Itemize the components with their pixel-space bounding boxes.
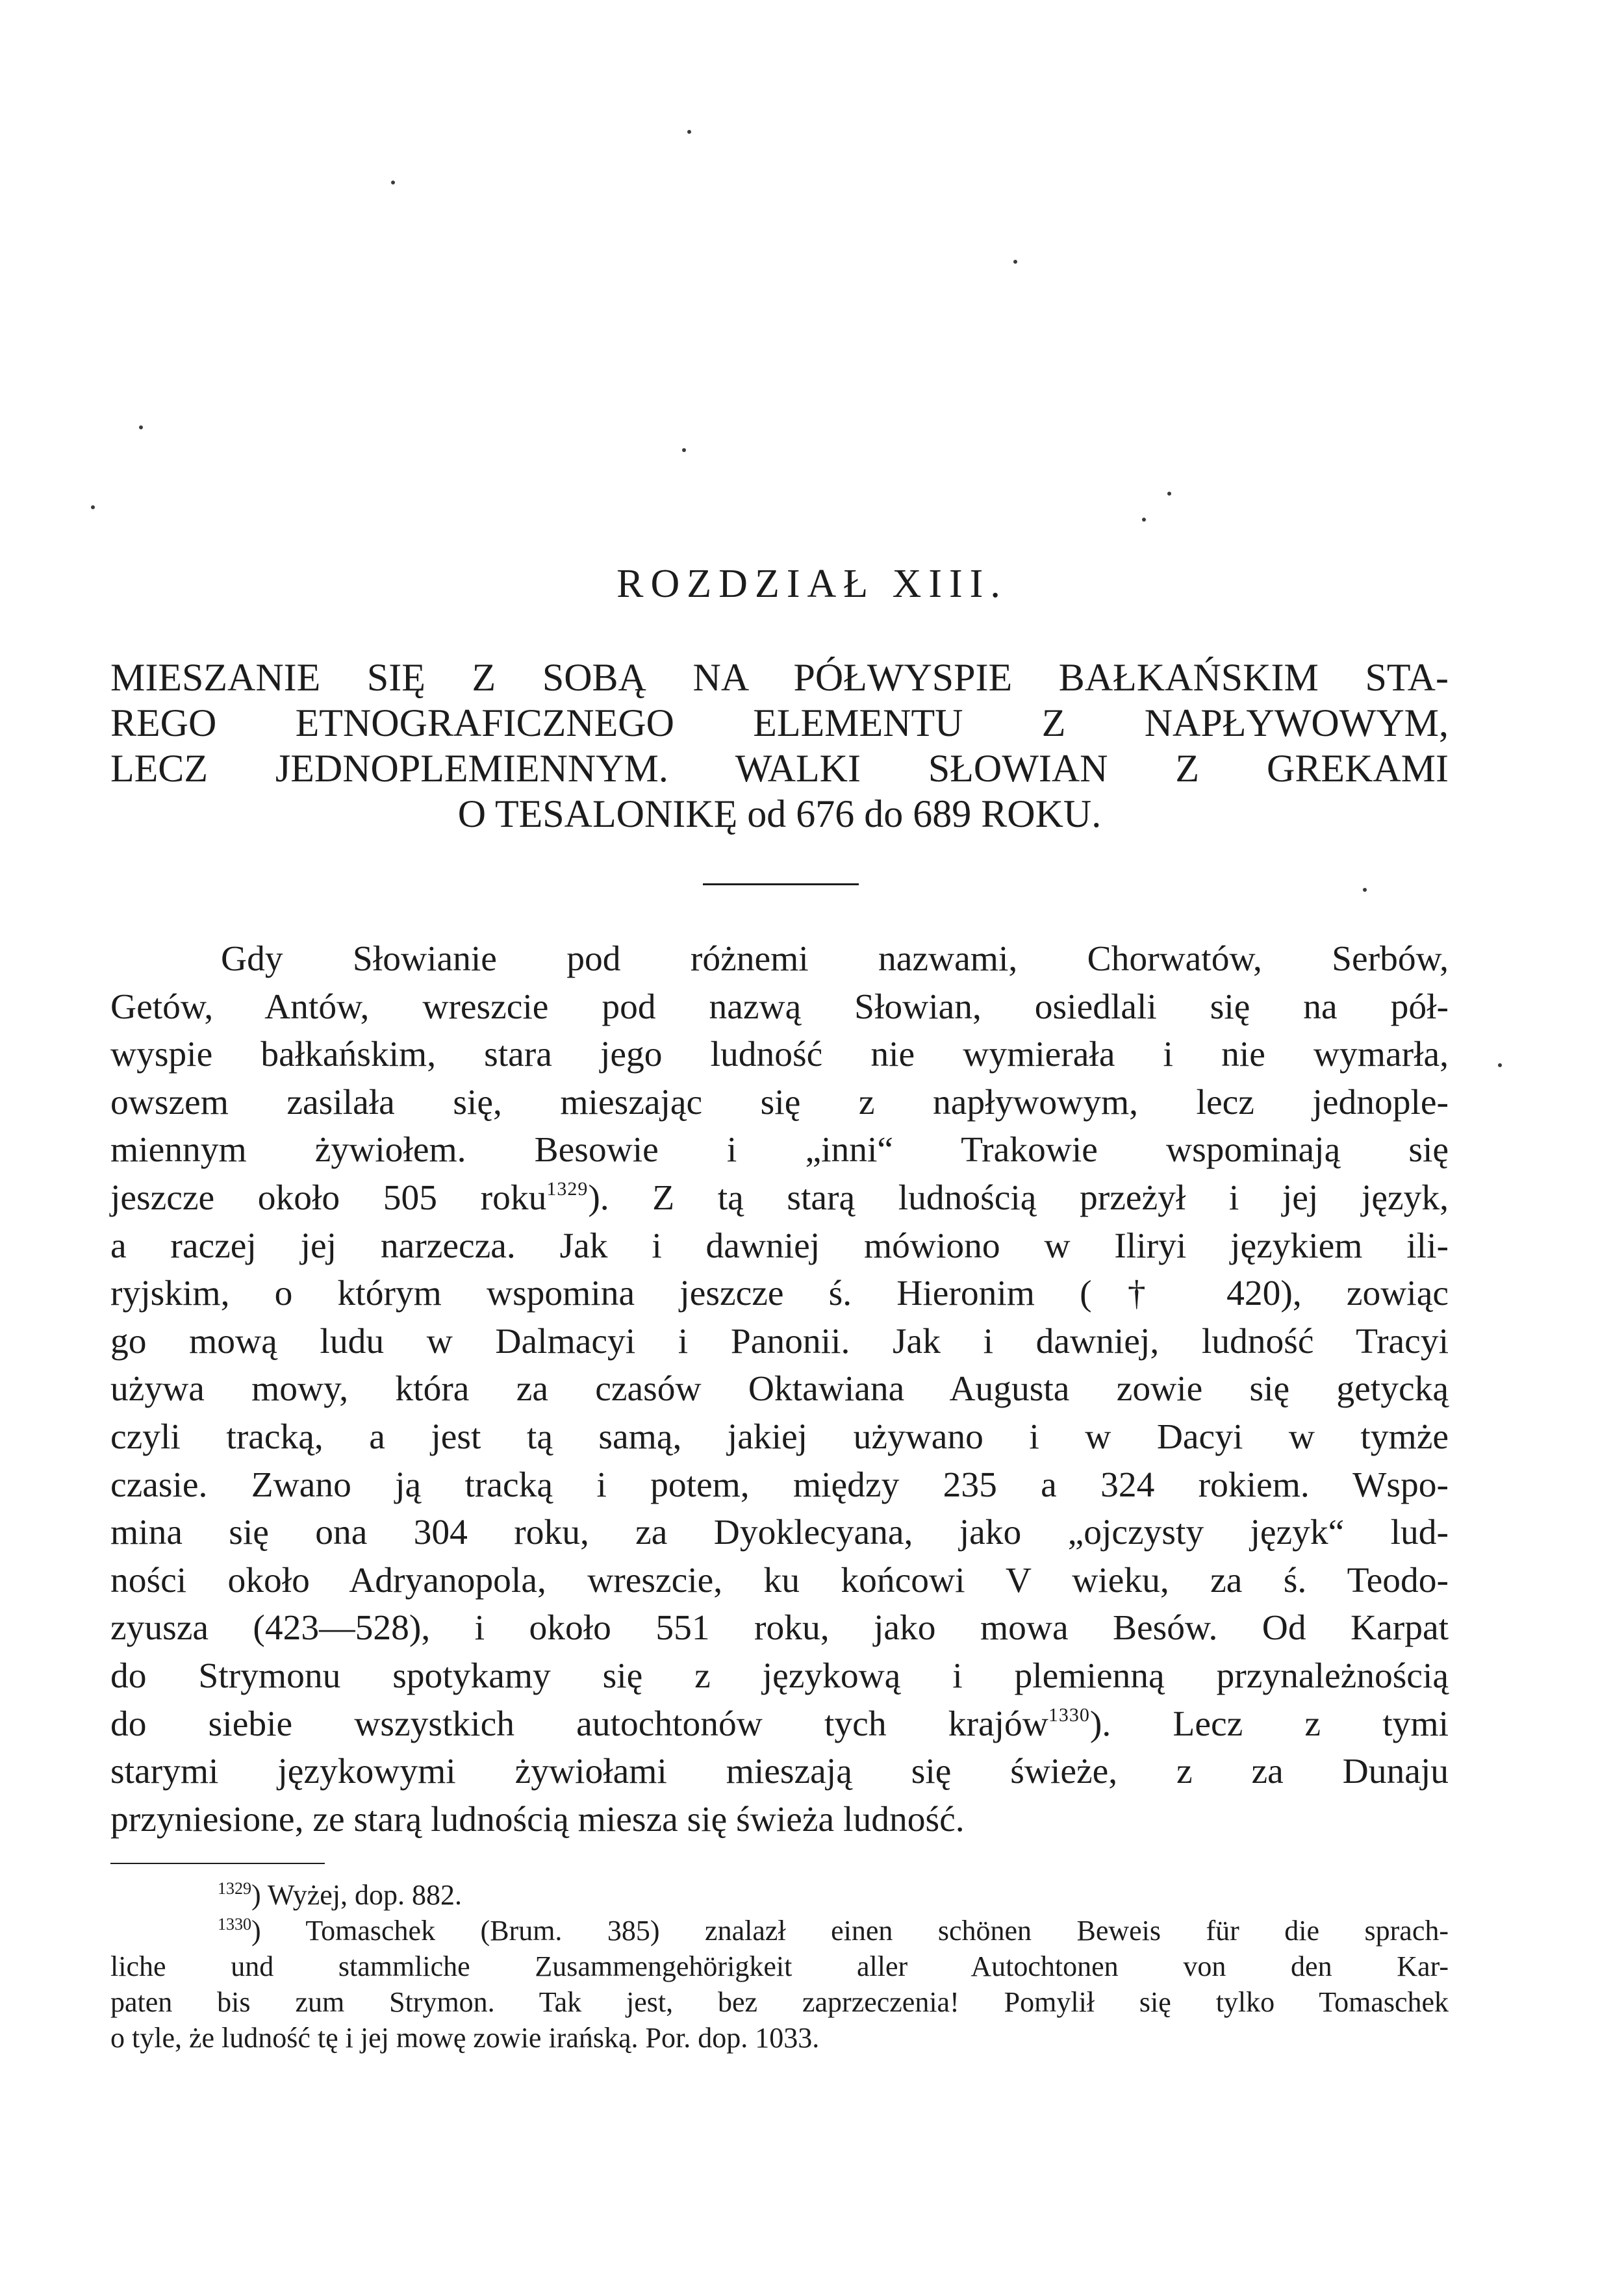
scan-speck <box>1498 1063 1502 1067</box>
body-line: miennym żywiołem. Besowie i „inni“ Trakowie wspominają się <box>110 1130 1449 1170</box>
body-line: owszem zasilała się, mieszając się z napływowym, lecz jednople- <box>110 1082 1449 1122</box>
scan-speck <box>1142 518 1146 522</box>
title-divider-rule <box>703 883 859 885</box>
footnote-ref-1330: 1330 <box>1048 1704 1090 1726</box>
scan-speck <box>1167 492 1171 496</box>
body-line: mina się ona 304 roku, za Dyoklecyana, jako „ojczysty język“ lud- <box>110 1513 1449 1553</box>
body-line: go mową ludu w Dalmacyi i Panonii. Jak i dawniej, ludność Tracyi <box>110 1321 1449 1361</box>
body-line-text: do siebie wszystkich autochtonów tych krajów <box>110 1704 1048 1744</box>
footnote-line: paten bis zum Strymon. Tak jest, bez zaprzeczenia! Pomylił się tylko Tomaschek <box>110 1986 1449 2018</box>
footnote-separator <box>110 1863 325 1864</box>
body-line: czyli tracką, a jest tą samą, jakiej używano i w Dacyi w tymże <box>110 1417 1449 1457</box>
body-line: Gdy Słowianie pod różnemi nazwami, Chorwatów, Serbów, <box>221 939 1449 979</box>
chapter-title-line: O TESALONIKĘ od 676 do 689 ROKU. <box>457 792 1102 835</box>
footnote-line: liche und stammliche Zusammengehörigkeit aller Autochtonen von den Kar- <box>110 1950 1449 1982</box>
chapter-title-line: REGO ETNOGRAFICZNEGO ELEMENTU Z NAPŁYWOWYM, <box>110 701 1449 744</box>
scan-speck <box>391 181 395 184</box>
scan-speck <box>139 425 143 429</box>
chapter-title <box>110 655 1449 837</box>
body-line-text: ). Z tą starą ludnością przeżył i jej język, <box>588 1178 1449 1218</box>
scan-speck <box>1363 888 1367 892</box>
body-paragraph <box>110 935 1449 1843</box>
body-line: ryjskim, o którym wspomina jeszcze ś. Hieronim († 420), zowiąc <box>110 1274 1449 1314</box>
chapter-title-line: MIESZANIE SIĘ Z SOBĄ NA PÓŁWYSPIE BAŁKAŃSKIM STA- <box>110 656 1449 699</box>
footnote-text: ) Tomaschek (Brum. 385) znalazł einen schönen Beweis für die sprach- <box>251 1915 1449 1947</box>
footnote-line: o tyle, że ludność tę i jej mowę zowie irańską. Por. dop. 1033. <box>110 2022 820 2054</box>
body-line: wyspie bałkańskim, stara jego ludność nie wymierała i nie wymarła, <box>110 1035 1449 1075</box>
footnote-text: ) Wyżej, dop. 882. <box>251 1879 463 1911</box>
body-line: Getów, Antów, wreszcie pod nazwą Słowian, osiedlali się na pół- <box>110 987 1449 1027</box>
body-line <box>110 1174 1449 1222</box>
body-line: przyniesione, ze starą ludnością miesza się świeża ludność. <box>110 1799 965 1839</box>
footnote-ref-1329: 1329 <box>546 1178 589 1200</box>
chapter-title-line: LECZ JEDNOPLEMIENNYM. WALKI SŁOWIAN Z GREKAMI <box>110 747 1449 790</box>
body-line-text: jeszcze około 505 roku <box>110 1178 547 1218</box>
body-line: a raczej jej narzecza. Jak i dawniej mówiono w Iliryi językiem ili- <box>110 1226 1449 1266</box>
footnote-1330 <box>110 1913 1449 1949</box>
body-line <box>110 1700 1449 1748</box>
footnotes <box>110 1877 1449 2056</box>
scan-speck <box>687 130 691 134</box>
body-line: zyusza (423—528), i około 551 roku, jako mowa Besów. Od Karpat <box>110 1608 1449 1648</box>
scan-speck <box>91 505 95 509</box>
footnote-number: 1329 <box>218 1879 251 1898</box>
footnote-number: 1330 <box>218 1915 251 1934</box>
body-line: do Strymonu spotykamy się z językową i plemienną przynależnością <box>110 1656 1449 1696</box>
chapter-heading: ROZDZIAŁ XIII. <box>616 562 1008 606</box>
body-line-text: ). Lecz z tymi <box>1089 1704 1449 1744</box>
body-line: czasie. Zwano ją tracką i potem, między 235 a 324 rokiem. Wspo- <box>110 1465 1449 1505</box>
body-line: starymi językowymi żywiołami mieszają się świeże, z za Dunaju <box>110 1752 1449 1792</box>
footnote-1329 <box>110 1877 1449 1913</box>
body-line: ności około Adryanopola, wreszcie, ku końcowi V wieku, za ś. Teodo- <box>110 1560 1449 1600</box>
scan-speck <box>682 448 686 452</box>
body-line: używa mowy, która za czasów Oktawiana Augusta zowie się getycką <box>110 1369 1449 1409</box>
scan-speck <box>1013 260 1017 264</box>
